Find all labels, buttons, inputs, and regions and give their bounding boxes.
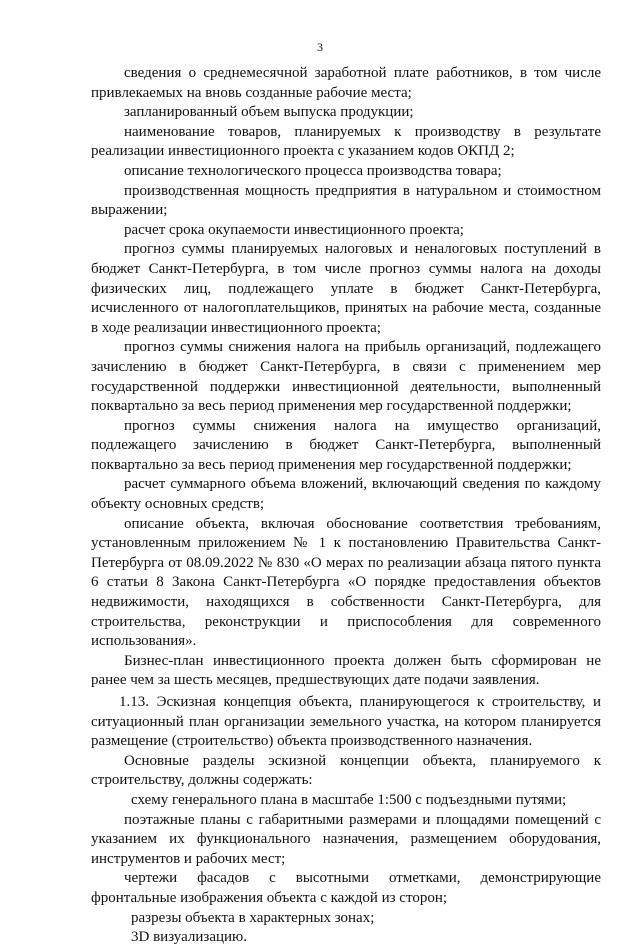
paragraph-investment-volume: расчет суммарного объема вложений, включающий сведения по каждому объекту основных средств;: [91, 476, 601, 513]
paragraph-business-plan-date: Бизнес-план инвестиционного проекта должен быть сформирован не ранее чем за шесть месяцев, предшествующих дате подачи заявления.: [91, 652, 601, 689]
paragraph-facades: чертежи фасадов с высотными отметками, демонстрирующие фронтальные изображения объекта с каждой из сторон;: [91, 870, 601, 906]
page-number: 3: [317, 40, 323, 54]
paragraph-property-tax-forecast: прогноз суммы снижения налога на имущество организаций, подлежащего зачислению в бюджет Санкт-Петербурга, выполненный поквартально за весь период применения мер государственной поддержки;: [91, 417, 601, 473]
paragraph-profit-tax-forecast: прогноз суммы снижения налога на прибыль организаций, подлежащего зачислению в бюджет Санкт-Петербурга, в связи с применением мер государственной поддержки инвестиционной деятельности, выполненный поквартально за весь период применения мер государственной поддержки;: [91, 339, 601, 415]
paragraph-object-description: описание объекта, включая обоснование соответствия требованиям, установленным приложением № 1 к постановлению Правительства Санкт-Петербурга от 08.09.2022 № 830 «О мерах по реализации абзаца пятого пункта 6 статьи 8 Закона Санкт-Петербурга «О порядке предоставления объектов недвижимости, находящихся в собственности Санкт-Петербурга, для строительства, реконструкции и приспособления для современного использования».: [91, 515, 601, 650]
paragraph-output-volume: запланированный объем выпуска продукции;: [124, 104, 414, 121]
paragraph-capacity: производственная мощность предприятия в натуральном и стоимостном выражении;: [91, 182, 601, 219]
paragraph-payback: расчет срока окупаемости инвестиционного проекта;: [124, 221, 464, 238]
paragraph-sections: разрезы объекта в характерных зонах;: [131, 909, 375, 926]
paragraph-tech-process: описание технологического процесса производства товара;: [124, 162, 502, 179]
paragraph-concept-sections: Основные разделы эскизной концепции объекта, планируемого к строительству, должны содержать:: [91, 752, 601, 789]
paragraph-master-plan: схему генерального плана в масштабе 1:500 с подъездными путями;: [131, 791, 567, 808]
paragraph-salary-info: сведения о среднемесячной заработной плате работников, в том числе привлекаемых на вновь созданные рабочие места;: [91, 65, 601, 101]
paragraph-3d-visualization: 3D визуализацию.: [131, 929, 248, 946]
document-body: [91, 64, 601, 948]
paragraph-floor-plans: поэтажные планы с габаритными размерами и площадями помещений с указанием их функционального назначения, размещением оборудования, инструментов и рабочих мест;: [91, 811, 601, 867]
paragraph-goods-names: наименование товаров, планируемых к производству в результате реализации инвестиционного проекта с указанием кодов ОКПД 2;: [91, 123, 601, 160]
paragraph-section-1-13: 1.13. Эскизная концепция объекта, планирующегося к строительству, и ситуационный план организации земельного участка, на котором планируется размещение (строительство) объекта производственного назначения.: [91, 694, 601, 750]
paragraph-tax-revenue-forecast: прогноз суммы планируемых налоговых и неналоговых поступлений в бюджет Санкт-Петербурга, в том числе прогноз суммы налога на доходы физических лиц, подлежащего уплате в бюджет Санкт-Петербурга, исчисленного от налогоплательщиков, принятых на рабочие места, созданные в ходе реализации инвестиционного проекта;: [91, 241, 601, 336]
